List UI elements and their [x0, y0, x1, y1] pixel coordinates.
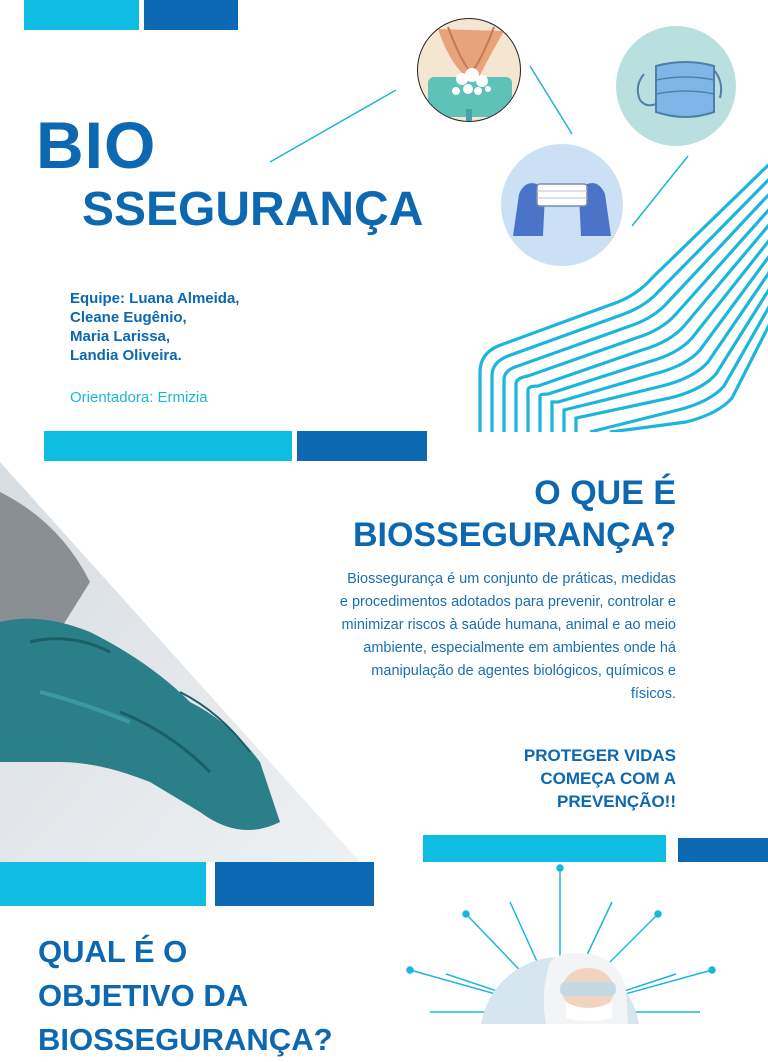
- hands-holding-mask-icon: [501, 144, 623, 266]
- section-objective-heading-line: QUAL É O: [38, 934, 188, 969]
- slogan-line: COMEÇA COM A: [540, 769, 676, 788]
- team-line: Maria Larissa,: [70, 328, 171, 345]
- team-list: [70, 289, 239, 365]
- decorative-bar-lower-left-dark: [215, 862, 374, 906]
- slogan: [524, 744, 676, 813]
- section-objective-heading-line: BIOSSEGURANÇA?: [38, 1022, 333, 1057]
- slogan-line: PREVENÇÃO!!: [556, 792, 676, 811]
- lab-worker-photo: [400, 862, 768, 1024]
- face-mask-icon: [616, 26, 736, 146]
- team-line: Cleane Eugênio,: [70, 309, 187, 326]
- page-title-bio: BIO: [36, 108, 157, 182]
- decorative-bar-lower-right-dark: [678, 838, 768, 862]
- slogan-line: PROTEGER VIDAS: [523, 746, 676, 765]
- decorative-bar-mid-dark: [297, 431, 427, 461]
- advisor-label: Orientadora: Ermizia: [70, 389, 208, 406]
- definition-paragraph: Biossegurança é um conjunto de práticas, medidas e procedimentos adotados para prevenir, controlar e minimizar riscos à saúde humana, animal e ao meio ambiente, especialmente em ambientes onde há manipulação de agentes biológicos, químicos e físicos.: [339, 571, 676, 702]
- page-title-ssegurança: SSEGURANÇA: [82, 183, 424, 236]
- decorative-bar-lower-left-light: [0, 862, 206, 906]
- team-line: Equipe: Luana Almeida,: [70, 290, 240, 307]
- decorative-bar-lower-right-light: [423, 835, 666, 862]
- section-what-heading-line2: BIOSSEGURANÇA?: [352, 516, 676, 554]
- section-what-heading-line1: O QUE É: [534, 474, 676, 512]
- section-what-heading: [353, 472, 676, 556]
- handwashing-icon: [417, 18, 521, 122]
- decorative-bar-mid-light: [44, 431, 292, 461]
- gloved-hands-photo: [0, 462, 360, 862]
- section-objective-heading-line: OBJETIVO DA: [38, 978, 249, 1013]
- team-line: Landia Oliveira.: [70, 347, 182, 364]
- section-objective-heading: [38, 930, 333, 1062]
